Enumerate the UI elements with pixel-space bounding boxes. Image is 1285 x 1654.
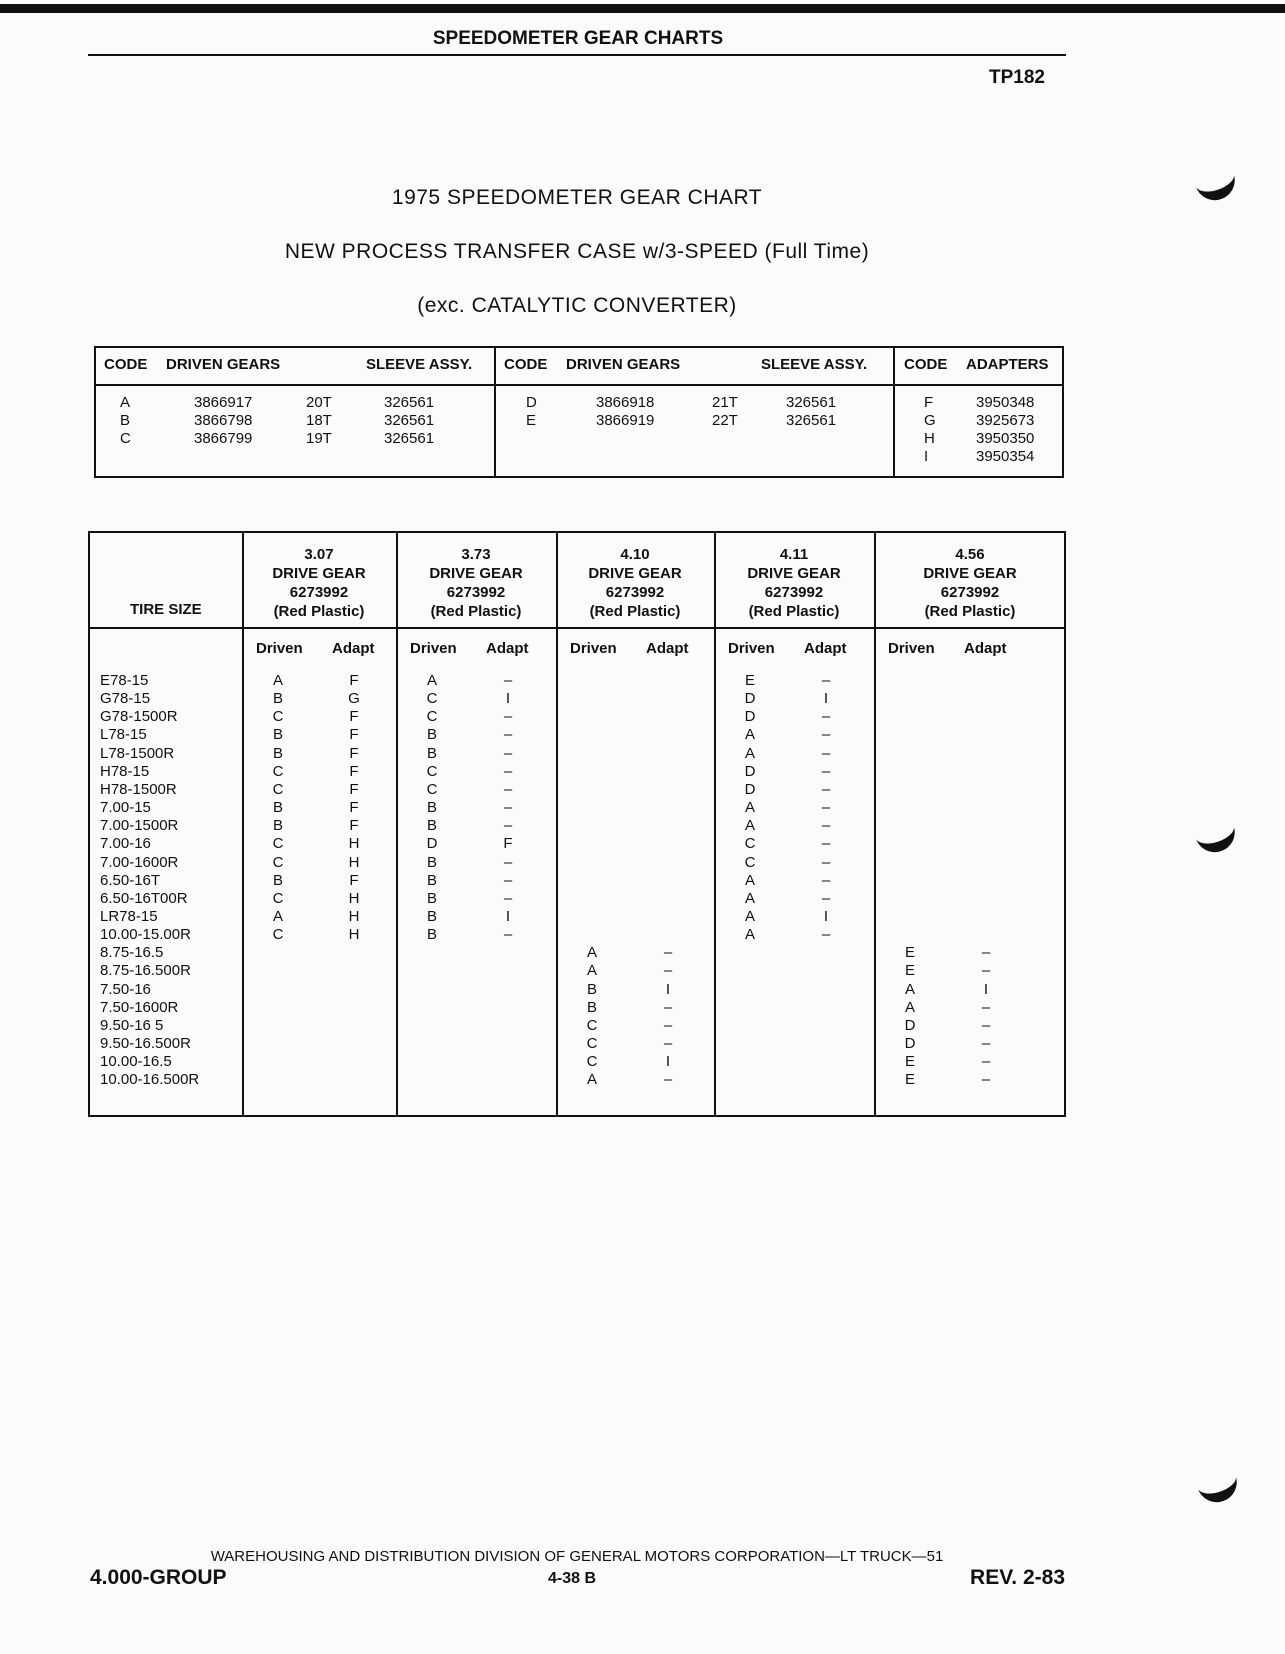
adapter-code-cell: F xyxy=(349,817,359,834)
driven-code-cell: B xyxy=(426,745,437,762)
driven-code-cell: E xyxy=(904,944,915,961)
driven-code-cell: C xyxy=(426,690,438,707)
adapt-subheader: Adapt xyxy=(486,640,529,657)
adapter-code-cell: – xyxy=(503,763,513,780)
adapter-code-cell: – xyxy=(981,944,991,961)
driven-code-cell: B xyxy=(272,745,283,762)
ratio-column-header xyxy=(556,545,714,621)
driven-code-cell: D xyxy=(744,781,756,798)
adapter-code-cell: I xyxy=(665,1053,671,1070)
adapter-code-cell: – xyxy=(981,999,991,1016)
adapter-code-cell: – xyxy=(821,926,831,943)
driven-code-cell: A xyxy=(904,999,915,1016)
driven-code-cell: C xyxy=(426,708,438,725)
binder-hole-mark xyxy=(1192,815,1240,858)
adapt-subheader: Adapt xyxy=(332,640,375,657)
driven-subheader: Driven xyxy=(888,640,935,657)
material-label: (Red Plastic) xyxy=(924,603,1016,620)
tire-size: 10.00-16.500R xyxy=(100,1071,200,1088)
driven-code-cell: B xyxy=(426,799,437,816)
adapter-code-cell: – xyxy=(663,1071,673,1088)
driven-code-cell: B xyxy=(426,817,437,834)
adapter-code-cell: F xyxy=(349,672,359,689)
adapter-code: H xyxy=(924,430,935,447)
driven-code-cell: C xyxy=(272,926,284,943)
tire-size: 7.50-1600R xyxy=(100,999,179,1016)
driven-code-cell: A xyxy=(744,908,755,925)
driven-code-cell: A xyxy=(272,672,283,689)
adapter-code-cell: – xyxy=(503,799,513,816)
driven-subheader: Driven xyxy=(728,640,775,657)
tire-size: L78-1500R xyxy=(100,745,175,762)
driven-code-cell: B xyxy=(426,890,437,907)
driven-code-cell: C xyxy=(586,1053,598,1070)
material-label: (Red Plastic) xyxy=(748,603,840,620)
adapter-code-cell: – xyxy=(821,763,831,780)
adapter-part-number: 3950348 xyxy=(976,394,1035,411)
driven-code-cell: A xyxy=(744,726,755,743)
footer-division: WAREHOUSING AND DISTRIBUTION DIVISION OF GENERAL MOTORS CORPORATION—LT TRUCK—51 xyxy=(210,1548,944,1565)
adapter-code-cell: F xyxy=(349,763,359,780)
driven-code-cell: A xyxy=(744,872,755,889)
driven-code-cell: B xyxy=(586,999,597,1016)
tire-size: 6.50-16T xyxy=(100,872,161,889)
code-table-divider xyxy=(893,348,895,476)
driven-code: A xyxy=(120,394,131,411)
driven-code-cell: C xyxy=(272,835,284,852)
driven-code-cell: C xyxy=(426,781,438,798)
adapter-code-cell: F xyxy=(349,781,359,798)
adapter-code-cell: F xyxy=(349,799,359,816)
adapter-code-cell: – xyxy=(503,781,513,798)
drive-gear-part-number: 6273992 xyxy=(289,584,349,601)
ratio-column-header xyxy=(396,545,556,621)
adapter-code-cell: I xyxy=(505,908,511,925)
adapter-code: G xyxy=(924,412,936,429)
adapter-code-cell: F xyxy=(503,835,513,852)
adapter-code-cell: – xyxy=(503,708,513,725)
adapter-part-number: 3950354 xyxy=(976,448,1035,465)
adapter-code-cell: F xyxy=(349,745,359,762)
adapter-code-cell: – xyxy=(821,672,831,689)
adapter-code-cell: – xyxy=(663,944,673,961)
ratio-value: 3.07 xyxy=(304,546,334,563)
chart-note: (exc. CATALYTIC CONVERTER) xyxy=(417,294,737,317)
tire-size: 6.50-16T00R xyxy=(100,890,188,907)
driven-code-cell: B xyxy=(426,726,437,743)
tire-size-header: TIRE SIZE xyxy=(130,601,202,618)
material-label: (Red Plastic) xyxy=(273,603,365,620)
adapter-code-cell: – xyxy=(821,890,831,907)
drive-gear-label: DRIVE GEAR xyxy=(429,565,523,582)
adapter-code-cell: I xyxy=(823,908,829,925)
driven-code-cell: B xyxy=(426,908,437,925)
col-code: CODE xyxy=(504,356,548,373)
adapter-code-cell: – xyxy=(663,1035,673,1052)
adapter-code-cell: – xyxy=(821,726,831,743)
adapter-code: F xyxy=(924,394,934,411)
driven-code-cell: C xyxy=(744,835,756,852)
driven-teeth: 20T xyxy=(306,394,332,411)
tire-size: 7.00-16 xyxy=(100,835,151,852)
driven-code-cell: B xyxy=(586,981,597,998)
tire-size: 7.00-1500R xyxy=(100,817,179,834)
material-label: (Red Plastic) xyxy=(430,603,522,620)
adapter-code-cell: – xyxy=(821,708,831,725)
driven-teeth: 19T xyxy=(306,430,332,447)
driven-code-cell: A xyxy=(904,981,915,998)
driven-code-cell: A xyxy=(586,1071,597,1088)
header-rule xyxy=(88,54,1066,56)
binder-hole-mark xyxy=(1194,1465,1242,1508)
code-table-divider xyxy=(494,348,496,476)
sleeve-part-number: 326561 xyxy=(786,412,837,429)
driven-code-cell: C xyxy=(272,763,284,780)
adapter-code-cell: – xyxy=(821,854,831,871)
adapter-code-cell: – xyxy=(821,872,831,889)
tire-size: 7.00-1600R xyxy=(100,854,179,871)
sleeve-part-number: 326561 xyxy=(786,394,837,411)
footer-page: 4-38 B xyxy=(548,1570,597,1587)
driven-code-cell: B xyxy=(272,799,283,816)
driven-code-cell: D xyxy=(744,690,756,707)
gear-table xyxy=(88,531,1066,1117)
tire-size: 7.50-16 xyxy=(100,981,151,998)
tire-size: LR78-15 xyxy=(100,908,158,925)
sleeve-part-number: 326561 xyxy=(384,430,435,447)
header-title: SPEEDOMETER GEAR CHARTS xyxy=(432,28,724,49)
adapter-code-cell: I xyxy=(823,690,829,707)
adapter-code-cell: H xyxy=(348,926,360,943)
driven-code-cell: C xyxy=(272,854,284,871)
tire-size: 8.75-16.500R xyxy=(100,962,191,979)
material-label: (Red Plastic) xyxy=(589,603,681,620)
driven-code-cell: B xyxy=(272,872,283,889)
adapter-code-cell: – xyxy=(821,835,831,852)
adapter-code-cell: – xyxy=(663,1017,673,1034)
adapter-code-cell: – xyxy=(503,872,513,889)
adapter-code-cell: – xyxy=(981,1017,991,1034)
adapter-part-number: 3925673 xyxy=(976,412,1035,429)
adapter-code-cell: – xyxy=(663,999,673,1016)
tire-size: L78-15 xyxy=(100,726,147,743)
adapter-code-cell: – xyxy=(821,817,831,834)
tire-size: H78-15 xyxy=(100,763,150,780)
driven-code: E xyxy=(526,412,537,429)
adapter-code-cell: – xyxy=(981,1071,991,1088)
adapter-part-number: 3950350 xyxy=(976,430,1035,447)
tire-size: 9.50-16.500R xyxy=(100,1035,191,1052)
adapter-code-cell: F xyxy=(349,708,359,725)
tire-size: 8.75-16.5 xyxy=(100,944,164,961)
adapter-code-cell: – xyxy=(821,745,831,762)
driven-code-cell: B xyxy=(426,926,437,943)
driven-code-cell: D xyxy=(904,1035,916,1052)
ratio-value: 4.11 xyxy=(779,546,809,563)
adapter-code-cell: – xyxy=(821,781,831,798)
driven-code: D xyxy=(526,394,537,411)
driven-code: C xyxy=(120,430,131,447)
tire-size: 9.50-16 5 xyxy=(100,1017,164,1034)
drive-gear-label: DRIVE GEAR xyxy=(588,565,682,582)
tire-size: E78-15 xyxy=(100,672,149,689)
driven-code-cell: C xyxy=(426,763,438,780)
driven-part-number: 3866799 xyxy=(194,430,253,447)
col-driven-gears: DRIVEN GEARS xyxy=(166,356,281,373)
driven-code-cell: C xyxy=(272,781,284,798)
top-rule xyxy=(0,4,1285,13)
driven-code-cell: B xyxy=(426,854,437,871)
adapter-code-cell: I xyxy=(505,690,511,707)
adapt-subheader: Adapt xyxy=(646,640,689,657)
footer-group: 4.000-GROUP xyxy=(90,1566,227,1589)
ratio-value: 4.10 xyxy=(620,546,650,563)
adapter-code-cell: H xyxy=(348,835,360,852)
col-sleeve-assy: SLEEVE ASSY. xyxy=(761,356,868,373)
chart-subtitle: NEW PROCESS TRANSFER CASE w/3-SPEED (Full Time) xyxy=(284,240,870,263)
driven-code-cell: E xyxy=(744,672,755,689)
page-code: TP182 xyxy=(989,67,1045,88)
ratio-value: 3.73 xyxy=(461,546,491,563)
col-sleeve-assy: SLEEVE ASSY. xyxy=(366,356,473,373)
driven-code-cell: A xyxy=(272,908,283,925)
adapter-code-cell: H xyxy=(348,908,360,925)
driven-code-cell: B xyxy=(272,690,283,707)
adapter-code-cell: H xyxy=(348,890,360,907)
drive-gear-label: DRIVE GEAR xyxy=(747,565,841,582)
driven-subheader: Driven xyxy=(570,640,617,657)
ratio-column-header xyxy=(874,545,1066,621)
col-adapters: ADAPTERS xyxy=(966,356,1049,373)
tire-size: 10.00-16.5 xyxy=(100,1053,172,1070)
driven-code-cell: B xyxy=(426,872,437,889)
driven-code-cell: D xyxy=(744,763,756,780)
col-code: CODE xyxy=(104,356,148,373)
adapter-code-cell: – xyxy=(821,799,831,816)
adapter-code-cell: – xyxy=(503,890,513,907)
adapter-code-cell: G xyxy=(348,690,360,707)
driven-code-cell: D xyxy=(904,1017,916,1034)
drive-gear-part-number: 6273992 xyxy=(605,584,665,601)
adapter-code-cell: – xyxy=(503,926,513,943)
binder-hole-mark xyxy=(1192,163,1240,206)
adapter-code: I xyxy=(924,448,929,465)
col-driven-gears: DRIVEN GEARS xyxy=(566,356,681,373)
driven-code-cell: B xyxy=(272,817,283,834)
driven-code-cell: C xyxy=(586,1035,598,1052)
driven-teeth: 18T xyxy=(306,412,332,429)
adapter-code-cell: – xyxy=(981,962,991,979)
driven-subheader: Driven xyxy=(410,640,457,657)
driven-code-cell: E xyxy=(904,1053,915,1070)
driven-code-cell: A xyxy=(744,817,755,834)
driven-part-number: 3866798 xyxy=(194,412,253,429)
col-code: CODE xyxy=(904,356,948,373)
drive-gear-part-number: 6273992 xyxy=(446,584,506,601)
driven-code-cell: C xyxy=(586,1017,598,1034)
ratio-value: 4.56 xyxy=(955,546,985,563)
driven-part-number: 3866919 xyxy=(596,412,655,429)
adapter-code-cell: F xyxy=(349,726,359,743)
adapter-code-cell: – xyxy=(503,726,513,743)
adapter-code-cell: I xyxy=(983,981,989,998)
adapter-code-cell: – xyxy=(981,1053,991,1070)
drive-gear-part-number: 6273992 xyxy=(764,584,824,601)
chart-title: 1975 SPEEDOMETER GEAR CHART xyxy=(391,186,763,209)
driven-code-cell: C xyxy=(272,890,284,907)
ratio-column-header xyxy=(714,545,874,621)
footer-rev: REV. 2-83 xyxy=(970,1566,1065,1589)
driven-code-cell: C xyxy=(272,708,284,725)
adapter-code-cell: – xyxy=(981,1035,991,1052)
driven-part-number: 3866918 xyxy=(596,394,655,411)
tire-size: G78-15 xyxy=(100,690,151,707)
driven-teeth: 22T xyxy=(712,412,738,429)
driven-code-cell: A xyxy=(744,745,755,762)
tire-size: G78-1500R xyxy=(100,708,178,725)
adapter-code-cell: – xyxy=(503,672,513,689)
driven-code-cell: A xyxy=(744,799,755,816)
driven-code-cell: B xyxy=(272,726,283,743)
adapter-code-cell: – xyxy=(663,962,673,979)
tire-size: 7.00-15 xyxy=(100,799,151,816)
driven-code-cell: A xyxy=(586,962,597,979)
adapter-code-cell: F xyxy=(349,872,359,889)
driven-code-cell: D xyxy=(744,708,756,725)
adapter-code-cell: – xyxy=(503,745,513,762)
driven-part-number: 3866917 xyxy=(194,394,253,411)
driven-code-cell: A xyxy=(744,890,755,907)
drive-gear-part-number: 6273992 xyxy=(940,584,1000,601)
drive-gear-label: DRIVE GEAR xyxy=(272,565,366,582)
driven-code: B xyxy=(120,412,131,429)
adapt-subheader: Adapt xyxy=(804,640,847,657)
driven-teeth: 21T xyxy=(712,394,738,411)
ratio-column-header xyxy=(242,545,396,621)
driven-code-cell: D xyxy=(426,835,438,852)
adapter-code-cell: – xyxy=(503,817,513,834)
sleeve-part-number: 326561 xyxy=(384,394,435,411)
tire-size: H78-1500R xyxy=(100,781,177,798)
code-table-header-rule xyxy=(96,384,1062,386)
driven-code-cell: E xyxy=(904,962,915,979)
drive-gear-label: DRIVE GEAR xyxy=(923,565,1017,582)
adapter-code-cell: – xyxy=(503,854,513,871)
adapt-subheader: Adapt xyxy=(964,640,1007,657)
adapter-code-cell: I xyxy=(665,981,671,998)
driven-code-cell: A xyxy=(586,944,597,961)
tire-size: 10.00-15.00R xyxy=(100,926,191,943)
driven-code-cell: C xyxy=(744,854,756,871)
gear-table-header-rule xyxy=(90,627,1064,629)
code-table xyxy=(94,346,1064,478)
driven-subheader: Driven xyxy=(256,640,303,657)
driven-code-cell: A xyxy=(744,926,755,943)
driven-code-cell: E xyxy=(904,1071,915,1088)
driven-code-cell: A xyxy=(426,672,437,689)
adapter-code-cell: H xyxy=(348,854,360,871)
sleeve-part-number: 326561 xyxy=(384,412,435,429)
